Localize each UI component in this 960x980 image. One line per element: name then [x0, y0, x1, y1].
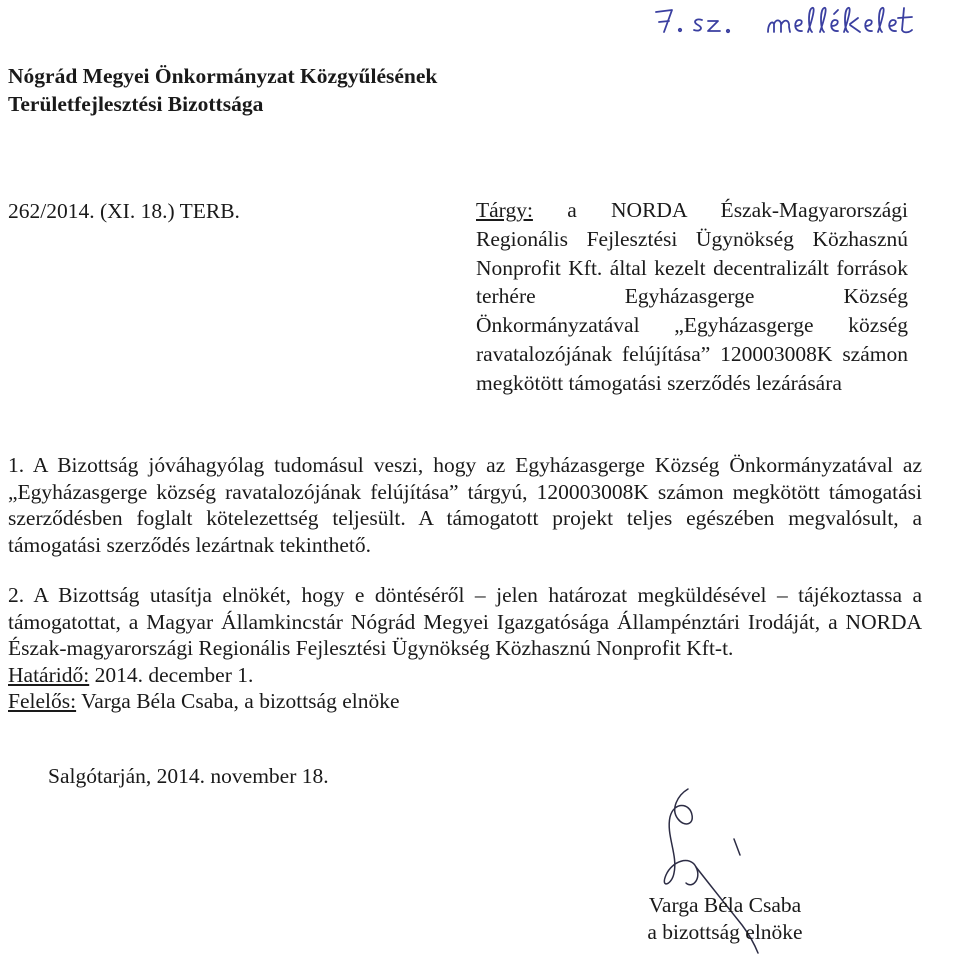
deadline-line	[8, 662, 922, 689]
point-2-body	[8, 582, 922, 662]
point-2-text: A Bizottság utasítja elnökét, hogy e döntéséről – jelen határozat megküldésével – tájékoztassa a támogatottat, a Magyar Államkincstár Nógrád Megyei Igazgatósága Állampénztári Irodáját, a NORDA Észak-magyarországi Regionális Fejlesztési Ügynökség Közhasznú Nonprofit Kft-t.	[8, 583, 922, 661]
resolution-point-1	[8, 452, 922, 558]
deadline-label: Határidő:	[8, 662, 90, 687]
resolution-point-2	[8, 582, 922, 715]
responsible-line	[8, 688, 922, 715]
handwritten-signature	[630, 785, 840, 975]
resolution-number: 262/2014. (XI. 18.) TERB.	[8, 199, 240, 223]
point-1-number: 1.	[8, 453, 25, 477]
subject-text: a NORDA Észak-Magyarországi Regionális Fejlesztési Ügynökség Közhasznú Nonprofit Kft. által kezelt decentralizált források terhére Egyházasgerge Község Önkormányzatával „Egyházasgerge község ravatalozójának felújítása” 120003008K számon megkötött támogatási szerződés lezárására	[476, 198, 909, 395]
signatory-name: Varga Béla Csaba	[648, 893, 802, 917]
signatory-title: a bizottság elnöke	[647, 920, 803, 944]
point-2-number: 2.	[8, 583, 25, 607]
signatory-block	[640, 892, 810, 946]
responsible-label: Felelős:	[8, 689, 77, 714]
annex-note-handwriting	[650, 2, 950, 46]
place-and-date: Salgótarján, 2014. november 18.	[48, 764, 329, 788]
resolution-subject	[476, 196, 908, 398]
annex-handwritten-note	[650, 2, 950, 46]
responsible-value: Varga Béla Csaba, a bizottság elnöke	[81, 689, 400, 714]
issuing-body-line-2: Területfejlesztési Bizottsága	[8, 92, 264, 116]
deadline-value: 2014. december 1.	[94, 662, 254, 687]
issuing-body-line-1: Nógrád Megyei Önkormányzat Közgyűlésének	[8, 64, 438, 88]
subject-label: Tárgy:	[476, 198, 533, 222]
issuing-body	[8, 62, 437, 118]
point-1-text: A Bizottság jóváhagyólag tudomásul veszi, hogy az Egyházasgerge Község Önkormányzatával az „Egyházasgerge község ravatalozójának felújítása” tárgyú, 120003008K számon megkötött támogatási szerződésben foglalt kötelezettség teljesült. A támogatott projekt teljes egészében megvalósult, a támogatási szerződés lezártnak tekinthető.	[8, 453, 922, 557]
